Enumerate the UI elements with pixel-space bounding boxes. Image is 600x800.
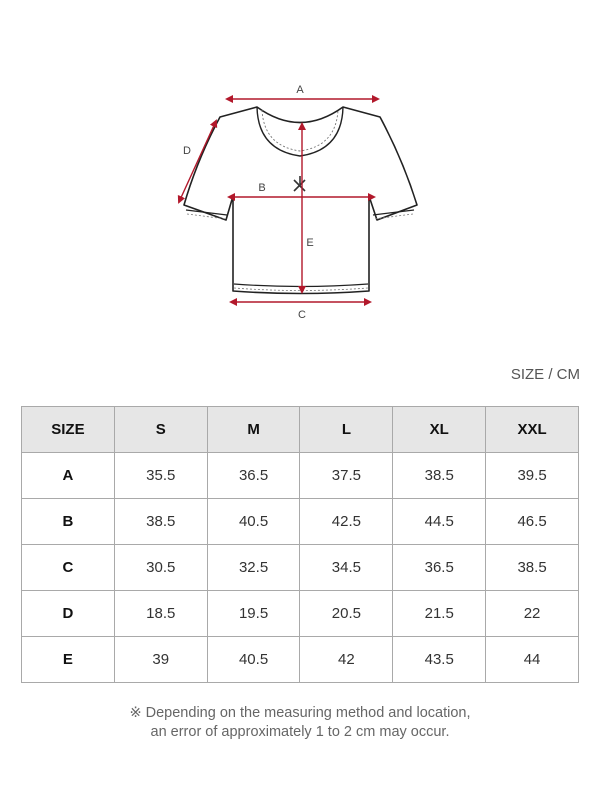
tshirt-outline xyxy=(184,107,417,294)
cell-value: 21.5 xyxy=(393,591,486,637)
cell-value: 40.5 xyxy=(207,637,300,683)
cell-value: 30.5 xyxy=(114,545,207,591)
row-label: E xyxy=(22,637,115,683)
cell-value: 46.5 xyxy=(486,499,579,545)
row-label: A xyxy=(22,453,115,499)
header-l: L xyxy=(300,407,393,453)
row-label: B xyxy=(22,499,115,545)
table-row xyxy=(22,591,579,637)
header-xxl: XXL xyxy=(486,407,579,453)
header-size: SIZE xyxy=(22,407,115,453)
row-label: D xyxy=(22,591,115,637)
cell-value: 38.5 xyxy=(486,545,579,591)
cell-value: 22 xyxy=(486,591,579,637)
cell-value: 37.5 xyxy=(300,453,393,499)
header-s: S xyxy=(114,407,207,453)
table-row xyxy=(22,499,579,545)
table-row xyxy=(22,637,579,683)
cell-value: 42.5 xyxy=(300,499,393,545)
cell-value: 32.5 xyxy=(207,545,300,591)
header-xl: XL xyxy=(393,407,486,453)
table-header-row xyxy=(22,407,579,453)
header-m: M xyxy=(207,407,300,453)
cell-value: 18.5 xyxy=(114,591,207,637)
note-line-2: an error of approximately 1 to 2 cm may occur. xyxy=(150,724,450,740)
tshirt-measurement-diagram xyxy=(0,0,600,340)
measure-e-label: E xyxy=(306,237,314,249)
unit-label: SIZE / CM xyxy=(510,366,580,383)
cell-value: 38.5 xyxy=(114,499,207,545)
tshirt-diagram-svg xyxy=(0,0,600,340)
size-chart-table xyxy=(21,406,579,683)
measurement-note xyxy=(0,704,600,742)
measure-a-label: A xyxy=(296,84,304,96)
cell-value: 44 xyxy=(486,637,579,683)
measure-c-label: C xyxy=(298,309,306,321)
table-row xyxy=(22,453,579,499)
cell-value: 40.5 xyxy=(207,499,300,545)
table-row xyxy=(22,545,579,591)
cell-value: 34.5 xyxy=(300,545,393,591)
cell-value: 35.5 xyxy=(114,453,207,499)
cell-value: 36.5 xyxy=(207,453,300,499)
row-label: C xyxy=(22,545,115,591)
cell-value: 20.5 xyxy=(300,591,393,637)
cell-value: 39 xyxy=(114,637,207,683)
cell-value: 19.5 xyxy=(207,591,300,637)
cell-value: 44.5 xyxy=(393,499,486,545)
cell-value: 42 xyxy=(300,637,393,683)
note-line-1: ※ Depending on the measuring method and location, xyxy=(129,705,471,721)
cell-value: 36.5 xyxy=(393,545,486,591)
measure-b-label: B xyxy=(258,182,266,194)
cell-value: 38.5 xyxy=(393,453,486,499)
measure-d-label: D xyxy=(183,145,191,157)
cell-value: 43.5 xyxy=(393,637,486,683)
cell-value: 39.5 xyxy=(486,453,579,499)
